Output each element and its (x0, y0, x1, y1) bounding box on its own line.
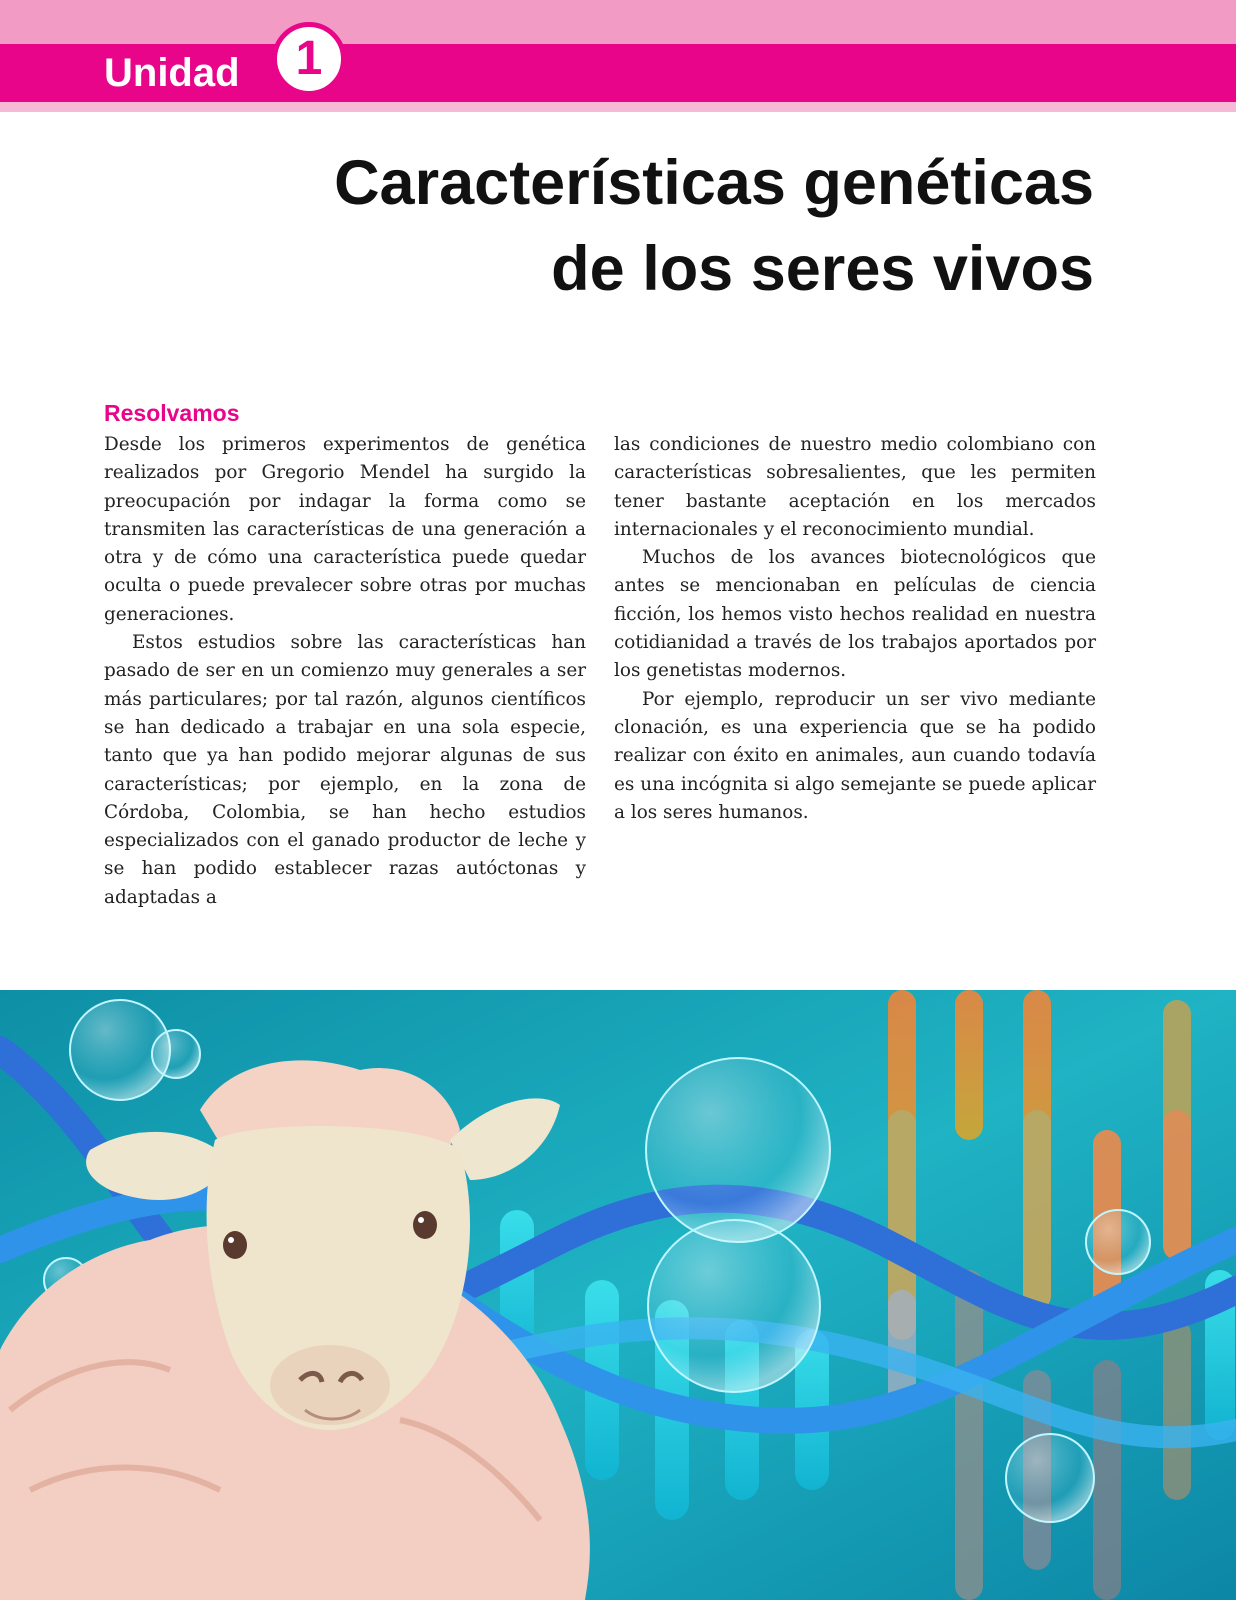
unit-number: 1 (295, 32, 323, 85)
section-heading: Resolvamos (104, 400, 240, 426)
sheep-dna-illustration (0, 990, 1236, 1600)
paragraph: Por ejemplo, reproducir un ser vivo mediante clonación, es una experiencia que se ha podido realizar con éxito en animales, aun cuando todavía es una incógnita si algo semejante se puede aplicar a los seres humanos. (614, 688, 1096, 823)
unit-label: Unidad (104, 51, 240, 95)
paragraph: Estos estudios sobre las características han pasado de ser en un comienzo muy generales a ser más particulares; por tal razón, algunos científicos se han dedicado a trabajar en una sola especie, tanto que ya han podido mejorar algunas de sus características; por ejemplo, en la zona de Córdoba, Colombia, se han hecho estudios especializados con el ganado productor de leche y se han podido establecer razas autóctonas y adaptadas a (104, 632, 586, 908)
text-column-left (104, 431, 586, 912)
text-column-right (614, 431, 1096, 827)
unit-badge (272, 22, 346, 96)
paragraph: Desde los primeros experimentos de genética realizados por Gregorio Mendel ha surgido la preocupación por indagar la forma como se transmiten las características de una generación a otra y de cómo una característica puede quedar oculta o puede prevalecer sobre otras por muchas generaciones. (104, 434, 586, 625)
paragraph: Muchos de los avances biotecnológicos que antes se mencionaban en películas de ciencia ficción, los hemos visto hechos realidad en nuestra cotidianidad a través de los trabajos aportados por los genetistas modernos. (614, 547, 1096, 682)
header-band-top (0, 0, 1236, 44)
paragraph: las condiciones de nuestro medio colombiano con características sobresalientes, que les permiten tener bastante aceptación en los mercados internacionales y el reconocimiento mundial. (614, 434, 1096, 540)
page-title (194, 140, 1094, 312)
page-title-line-1: Características genéticas (334, 148, 1094, 218)
header-band-line (0, 102, 1236, 112)
page-title-line-2: de los seres vivos (551, 234, 1094, 304)
